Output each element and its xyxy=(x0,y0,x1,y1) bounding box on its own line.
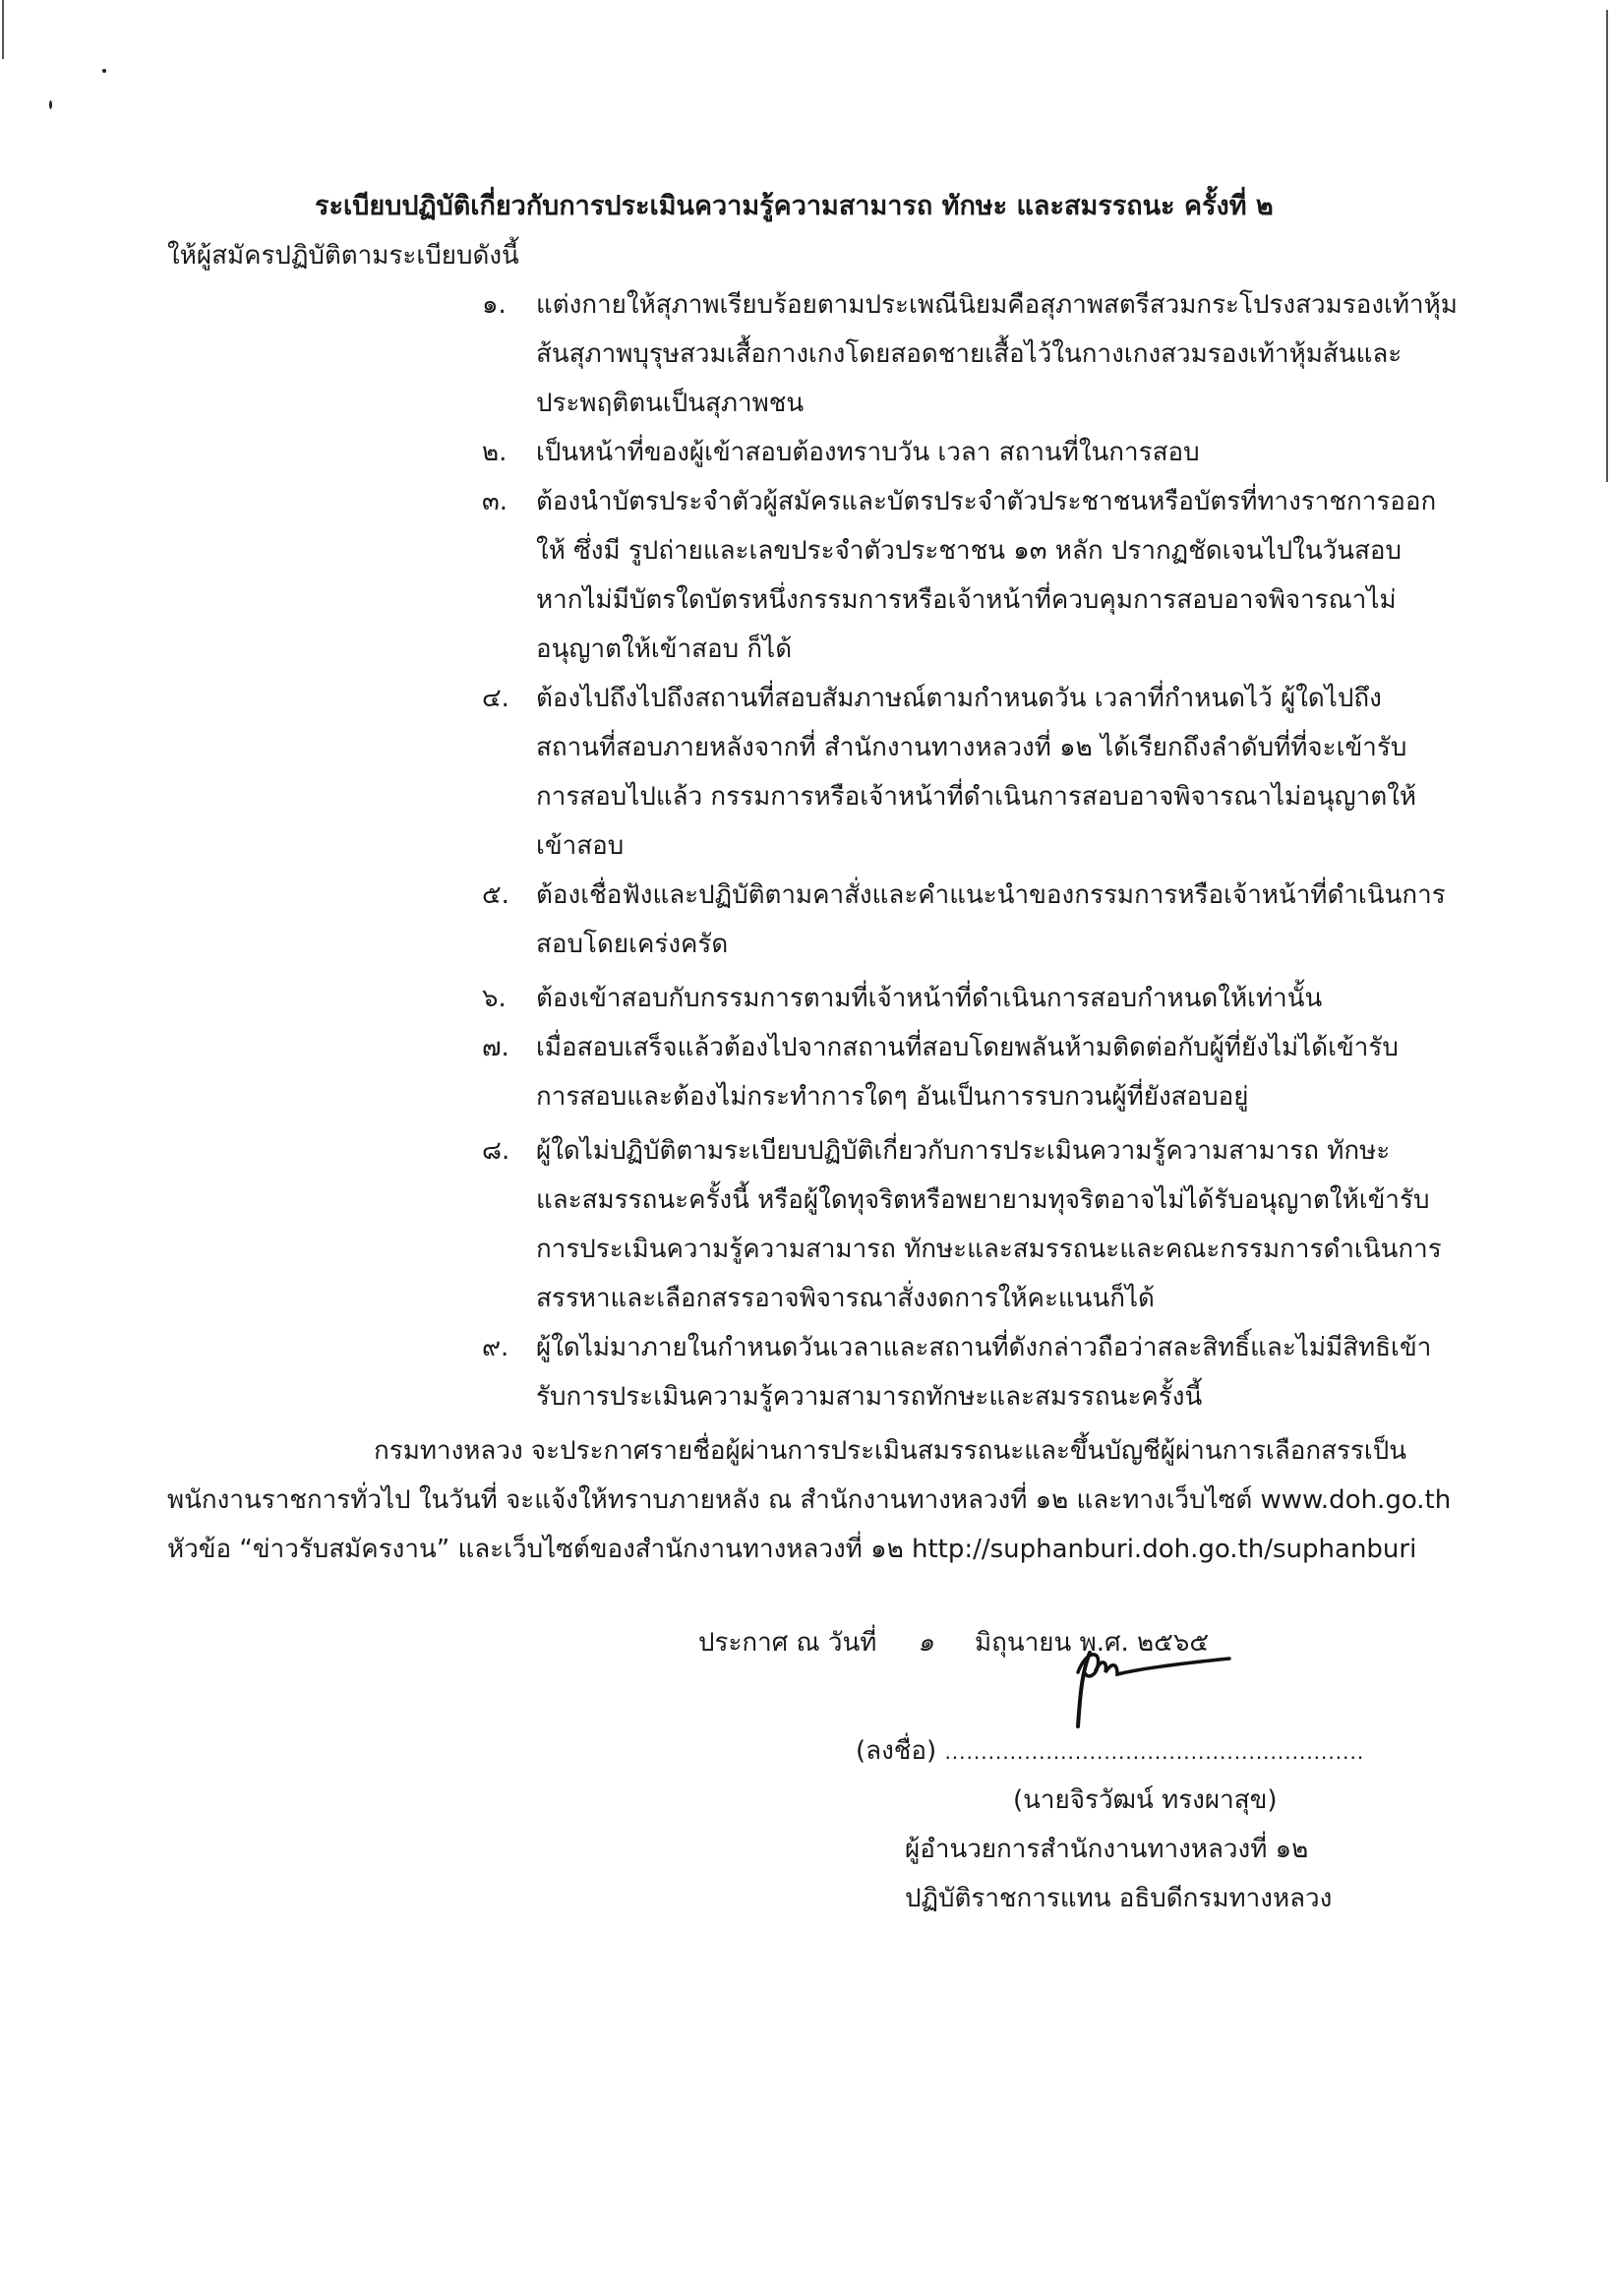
rule-text-line: และสมรรถนะครั้งนี้ หรือผู้ใดทุจริตหรือพยายามทุจริตอาจไม่ได้รับอนุญาตให้เข้ารับ xyxy=(536,1185,1430,1215)
handwritten-signature xyxy=(1062,1633,1288,1741)
closing-paragraph-line: พนักงานราชการทั่วไป ในวันที่ จะแจ้งให้ทราบภายหลัง ณ สำนักงานทางหลวงที่ ๑๒ และทางเว็บไซต์ www.doh.go.th xyxy=(167,1485,1452,1515)
rule-text-line: เมื่อสอบเสร็จแล้วต้องไปจากสถานที่สอบโดยพลันห้ามติดต่อกับผู้ที่ยังไม่ได้เข้ารับ xyxy=(536,1033,1399,1062)
rule-text-line: สรรหาและเลือกสรรอาจพิจารณาสั่งงดการให้คะแนนก็ได้ xyxy=(536,1284,1155,1313)
closing-paragraph-line: หัวข้อ “ข่าวรับสมัครงาน” และเว็บไซต์ของสำนักงานทางหลวงที่ ๑๒ http://suphanburi.doh.go.th/suphanburi xyxy=(167,1535,1417,1564)
signer-name: (นายจิรวัฒน์ ทรงผาสุข) xyxy=(1013,1785,1278,1815)
rule-text-line: ต้องไปถึงไปถึงสถานที่สอบสัมภาษณ์ตามกำหนดวัน เวลาที่กำหนดไว้ ผู้ใดไปถึง xyxy=(536,684,1382,713)
rule-number: ๔. xyxy=(482,684,509,713)
right-scan-edge xyxy=(1606,10,1608,482)
announce-prefix: ประกาศ ณ วันที่ xyxy=(698,1628,877,1658)
rule-text-line: สอบโดยเคร่งครัด xyxy=(536,930,729,959)
rule-text-line: สถานที่สอบภายหลังจากที่ สำนักงานทางหลวงที่ ๑๒ ได้เรียกถึงลำดับที่ที่จะเข้ารับ xyxy=(536,733,1407,762)
rule-text-line: ประพฤติตนเป็นสุภาพชน xyxy=(536,389,805,418)
signature-label: (ลงชื่อ) xyxy=(856,1736,937,1766)
rule-text-line: ผู้ใดไม่มาภายในกำหนดวันเวลาและสถานที่ดังกล่าวถือว่าสละสิทธิ์และไม่มีสิทธิเข้า xyxy=(536,1333,1432,1362)
rule-number: ๑. xyxy=(482,290,507,320)
rule-text-line: เป็นหน้าที่ของผู้เข้าสอบต้องทราบวัน เวลา สถานที่ในการสอบ xyxy=(536,438,1200,467)
rule-text-line: ต้องนำบัตรประจำตัวผู้สมัครและบัตรประจำตัวประชาชนหรือบัตรที่ทางราชการออก xyxy=(536,487,1437,516)
intro-text: ให้ผู้สมัครปฏิบัติตามระเบียบดังนี้ xyxy=(167,241,519,271)
signature-line xyxy=(856,1731,1364,1772)
rule-text-line: การสอบไปแล้ว กรรมการหรือเจ้าหน้าที่ดำเนินการสอบอาจพิจารณาไม่อนุญาตให้ xyxy=(536,782,1417,812)
rule-text-line: การสอบและต้องไม่กระทำการใดๆ อันเป็นการรบกวนผู้ที่ยังสอบอยู่ xyxy=(536,1082,1249,1112)
rule-text-line: อนุญาตให้เข้าสอบ ก็ได้ xyxy=(536,634,793,664)
rule-text-line: ผู้ใดไม่ปฏิบัติตามระเบียบปฏิบัติเกี่ยวกับการประเมินความรู้ความสามารถ ทักษะ xyxy=(536,1136,1391,1166)
rule-number: ๘. xyxy=(482,1136,510,1166)
signer-acting-for: ปฏิบัติราชการแทน อธิบดีกรมทางหลวง xyxy=(905,1884,1333,1913)
signer-position: ผู้อำนวยการสำนักงานทางหลวงที่ ๑๒ xyxy=(905,1835,1309,1864)
rule-text-line: รับการประเมินความรู้ความสามารถทักษะและสมรรถนะครั้งนี้ xyxy=(536,1382,1203,1412)
announce-month-year: มิถุนายน พ.ศ. ๒๕๖๕ xyxy=(975,1628,1210,1658)
rule-number: ๙. xyxy=(482,1333,509,1362)
scan-speck xyxy=(49,100,52,109)
rule-text-line: ต้องเข้าสอบกับกรรมการตามที่เจ้าหน้าที่ดำเนินการสอบกำหนดให้เท่านั้น xyxy=(536,984,1323,1013)
rule-number: ๖. xyxy=(482,984,507,1013)
rule-number: ๓. xyxy=(482,487,508,516)
announce-day: ๑ xyxy=(917,1628,934,1658)
document-title: ระเบียบปฏิบัติเกี่ยวกับการประเมินความรู้ความสามารถ ทักษะ และสมรรถนะ ครั้งที่ ๒ xyxy=(315,191,1274,221)
rule-text-line: การประเมินความรู้ความสามารถ ทักษะและสมรรถนะและคณะกรรมการดำเนินการ xyxy=(536,1235,1442,1264)
left-scan-edge xyxy=(2,0,4,59)
rule-text-line: แต่งกายให้สุภาพเรียบร้อยตามประเพณีนิยมคือสุภาพสตรีสวมกระโปรงสวมรองเท้าหุ้ม xyxy=(536,290,1458,320)
scan-speck xyxy=(102,69,106,73)
signature-dots: .......................................................... xyxy=(944,1740,1365,1764)
rule-text-line: หากไม่มีบัตรใดบัตรหนึ่งกรรมการหรือเจ้าหน้าที่ควบคุมการสอบอาจพิจารณาไม่ xyxy=(536,585,1397,615)
rule-number: ๕. xyxy=(482,880,509,910)
rule-text-line: ส้นสุภาพบุรุษสวมเสื้อกางเกงโดยสอดชายเสื้อไว้ในกางเกงสวมรองเท้าหุ้มส้นและ xyxy=(536,339,1403,369)
rule-text-line: ให้ ซึ่งมี รูปถ่ายและเลขประจำตัวประชาชน ๑๓ หลัก ปรากฏชัดเจนไปในวันสอบ xyxy=(536,536,1402,566)
rule-number: ๗. xyxy=(482,1033,509,1062)
rule-text-line: ต้องเชื่อฟังและปฏิบัติตามคาสั่งและคำแนะนำของกรรมการหรือเจ้าหน้าที่ดำเนินการ xyxy=(536,880,1446,910)
closing-paragraph-line: กรมทางหลวง จะประกาศรายชื่อผู้ผ่านการประเมินสมรรถนะและขึ้นบัญชีผู้ผ่านการเลือกสรรเป็น xyxy=(374,1436,1407,1466)
rule-number: ๒. xyxy=(482,438,507,467)
rule-text-line: เข้าสอบ xyxy=(536,831,625,861)
